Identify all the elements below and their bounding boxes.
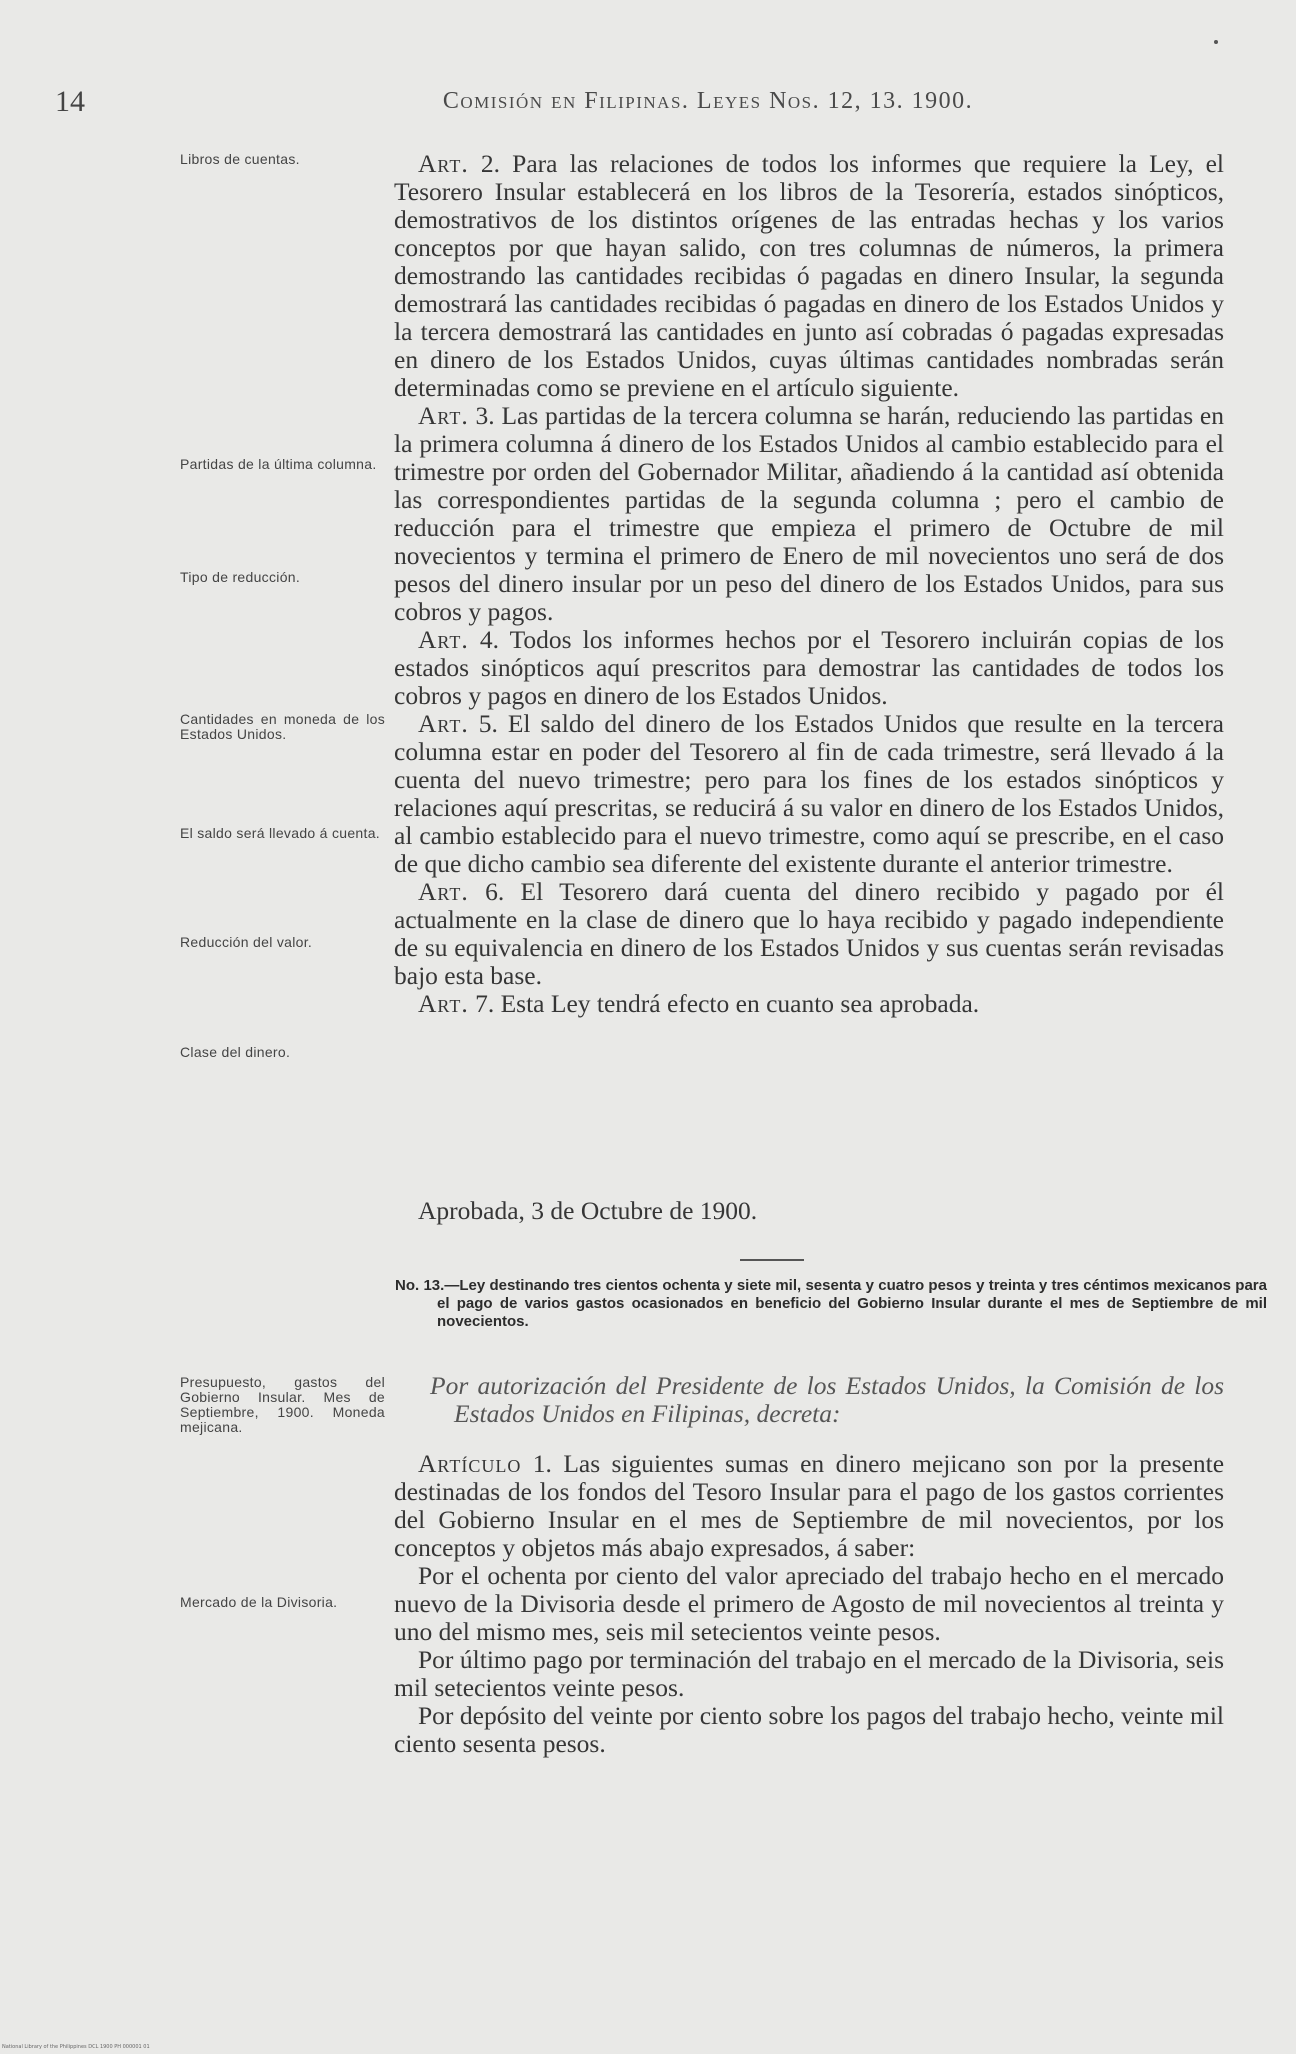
law-13-body xyxy=(394,1450,1224,1758)
margin-note-mercado: Mercado de la Divisoria. xyxy=(180,1594,338,1610)
articulo-1: Artículo 1. Las siguientes sumas en dinero mejicano son por la presente destinadas de los fondos del Tesoro Insular para el pago de los gastos corrientes del Gobierno Insular en el mes de Septiembre de mil novecientos, por los conceptos y objetos más abajo expresados, á saber: xyxy=(394,1449,1225,1562)
item-ultimo-pago: Por último pago por terminación del trabajo en el mercado de la Divisoria, seis mil setecientos veinte pesos. xyxy=(394,1645,1224,1702)
margin-note-partidas: Partidas de la última columna. xyxy=(180,456,377,472)
margin-note-presupuesto: Presupuesto, gastos del Gobierno Insular. Mes de Septiembre, 1900. Moneda mejicana. xyxy=(180,1374,385,1435)
section-divider xyxy=(740,1259,804,1261)
article-4: Art. 4. Todos los informes hechos por el Tesorero incluirán copias de los estados sinópticos aquí prescritos para demostrar las cantidades de todos los cobros y pagos en dinero de los Estados Unidos. xyxy=(394,625,1225,710)
scan-footer: National Library of the Philippines DCL 1900 PH 000001 01 xyxy=(2,2044,150,2050)
margin-note-reduccion: Reducción del valor. xyxy=(180,934,313,950)
margin-note-saldo: El saldo será llevado á cuenta. xyxy=(180,825,380,841)
margin-note-cantidades: Cantidades en moneda de los Estados Unidos. xyxy=(180,711,385,742)
running-head: Comisión en Filipinas. Leyes Nos. 12, 13. 1900. xyxy=(442,88,974,114)
bill-heading: No. 13.—Ley destinando tres cientos ochenta y siete mil, sesenta y cuatro pesos y treinta y tres céntimos mexicanos para el pago de varios gastos ocasionados en beneficio del Gobierno Insular durante el mes de Septiembre de mil novecientos. xyxy=(395,1277,1267,1330)
margin-note-tipo: Tipo de reducción. xyxy=(180,569,301,585)
article-3: Art. 3. Las partidas de la tercera columna se harán, reduciendo las partidas en la primera columna á dinero de los Estados Unidos al cambio establecido para el trimestre por orden del Gobernador Militar, añadiendo á la cantidad así obtenida las correspondientes partidas de la segunda columna ; pero el cambio de reducción para el trimestre que empieza el primero de Octubre de mil novecientos y termina el primero de Enero de mil novecientos uno será de dos pesos del dinero insular por un peso del dinero de los Estados Unidos, para sus cobros y pagos. xyxy=(394,401,1224,626)
item-ochenta-por-ciento: Por el ochenta por ciento del valor apreciado del trabajo hecho en el mercado nuevo de la Divisoria desde el primero de Agosto de mil novecientos al treinta y uno del mismo mes, seis mil setecientos veinte pesos. xyxy=(394,1561,1224,1646)
margin-note-libros: Libros de cuentas. xyxy=(180,151,300,167)
article-5: Art. 5. El saldo del dinero de los Estados Unidos que resulte en la tercera columna estar en poder del Tesorero al fin de cada trimestre, será llevado á la cuenta del nuevo trimestre; pero para los fines de los estados sinópticos y relaciones aquí prescritas, se reducirá á su valor en dinero de los Estados Unidos, al cambio establecido para el nuevo trimestre, como aquí se prescribe, en el caso de que dicho cambio sea diferente del existente durante el anterior trimestre. xyxy=(394,709,1225,878)
item-deposito: Por depósito del veinte por ciento sobre los pagos del trabajo hecho, veinte mil ciento sesenta pesos. xyxy=(394,1701,1224,1758)
article-7: Art. 7. Esta Ley tendrá efecto en cuanto sea aprobada. xyxy=(418,989,980,1018)
article-6: Art. 6. El Tesorero dará cuenta del dinero recibido y pagado por él actualmente en la clase de dinero que lo haya recibido y pagado independiente de su equivalencia en dinero de los Estados Unidos y sus cuentas serán revisadas bajo esta base. xyxy=(394,877,1224,990)
speck-mark xyxy=(1214,40,1218,44)
law-12-body xyxy=(394,150,1224,1018)
page-number: 14 xyxy=(55,85,85,118)
article-2: Art. 2. Para las relaciones de todos los informes que requiere la Ley, el Tesorero Insular establecerá en los libros de la Tesorería, estados sinópticos, demostrativos de los distintos orígenes de las entradas hechas y los varios conceptos por que hayan salido, con tres columnas de números, la primera demostrando las cantidades recibidas ó pagadas en dinero Insular, la segunda demostrará las cantidades recibidas ó pagadas en dinero de los Estados Unidos y la tercera demostrará las cantidades en junto así cobradas ó pagadas expresadas en dinero de los Estados Unidos, cuyas últimas cantidades nombradas serán determinadas como se previene en el artículo siguiente. xyxy=(394,149,1225,402)
approval-date: Aprobada, 3 de Octubre de 1900. xyxy=(418,1196,758,1225)
margin-note-clase: Clase del dinero. xyxy=(180,1044,291,1060)
decree-formula: Por autorización del Presidente de los Estados Unidos, la Comisión de los Estados Unidos en Filipinas, decreta: xyxy=(430,1371,1224,1428)
